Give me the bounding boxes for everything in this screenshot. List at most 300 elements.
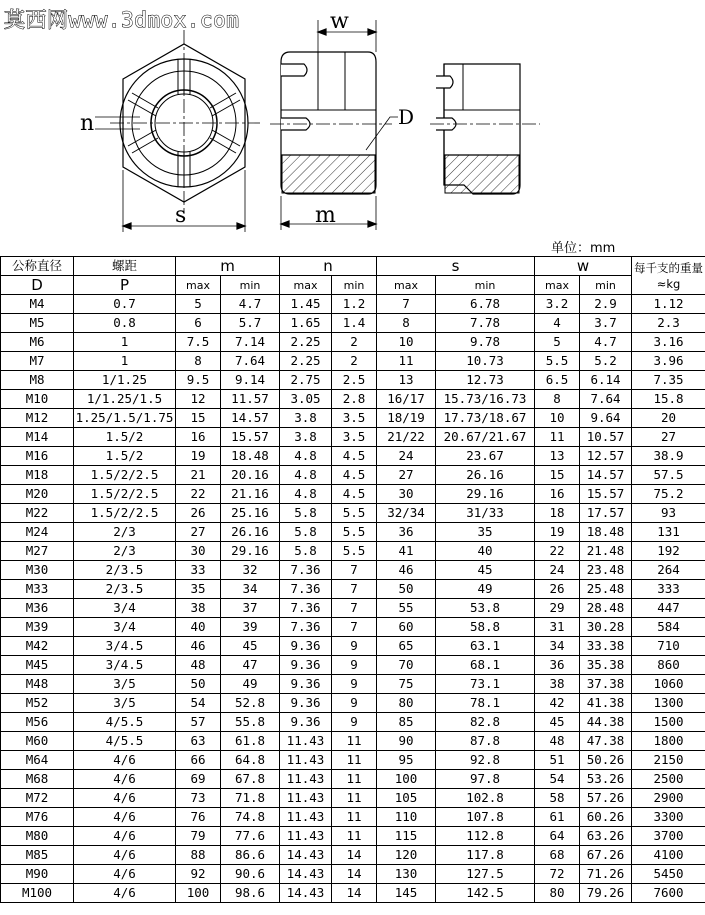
cell-diameter: M14 bbox=[1, 428, 74, 447]
cell-n-min: 11 bbox=[332, 751, 377, 770]
cell-s-min: 49 bbox=[436, 580, 535, 599]
cell-s-min: 87.8 bbox=[436, 732, 535, 751]
cell-n-max: 14.43 bbox=[280, 884, 332, 903]
cell-m-max: 8 bbox=[176, 352, 221, 371]
cell-m-min: 20.16 bbox=[221, 466, 280, 485]
cell-s-max: 70 bbox=[377, 656, 436, 675]
cell-pitch: 4/6 bbox=[74, 770, 176, 789]
cell-m-min: 61.8 bbox=[221, 732, 280, 751]
cell-diameter: M39 bbox=[1, 618, 74, 637]
cell-weight: 5450 bbox=[632, 865, 705, 884]
nut-side-view bbox=[430, 64, 540, 194]
cell-diameter: M68 bbox=[1, 770, 74, 789]
table-row bbox=[1, 466, 705, 485]
cell-diameter: M24 bbox=[1, 523, 74, 542]
header-m-max: max bbox=[176, 276, 221, 295]
cell-pitch: 1.5/2/2.5 bbox=[74, 485, 176, 504]
cell-m-max: 27 bbox=[176, 523, 221, 542]
label-w: w bbox=[330, 9, 349, 34]
table-row bbox=[1, 884, 705, 903]
cell-m-max: 92 bbox=[176, 865, 221, 884]
table-row bbox=[1, 618, 705, 637]
cell-m-max: 46 bbox=[176, 637, 221, 656]
cell-diameter: M27 bbox=[1, 542, 74, 561]
cell-m-min: 39 bbox=[221, 618, 280, 637]
label-n: n bbox=[80, 111, 95, 136]
table-row bbox=[1, 713, 705, 732]
cell-w-max: 4 bbox=[535, 314, 580, 333]
cell-n-min: 7 bbox=[332, 618, 377, 637]
cell-n-min: 4.5 bbox=[332, 485, 377, 504]
cell-w-min: 67.26 bbox=[580, 846, 632, 865]
cell-n-max: 11.43 bbox=[280, 827, 332, 846]
cell-w-max: 36 bbox=[535, 656, 580, 675]
cell-s-min: 7.78 bbox=[436, 314, 535, 333]
cell-s-max: 120 bbox=[377, 846, 436, 865]
cell-pitch: 2/3.5 bbox=[74, 561, 176, 580]
cell-w-max: 15 bbox=[535, 466, 580, 485]
cell-diameter: M4 bbox=[1, 295, 74, 314]
cell-m-min: 32 bbox=[221, 561, 280, 580]
cell-m-min: 15.57 bbox=[221, 428, 280, 447]
label-s: s bbox=[175, 203, 187, 228]
cell-n-min: 4.5 bbox=[332, 466, 377, 485]
cell-weight: 3700 bbox=[632, 827, 705, 846]
header-weight: 每千支的重量≈kg bbox=[632, 257, 705, 295]
cell-diameter: M60 bbox=[1, 732, 74, 751]
cell-s-min: 142.5 bbox=[436, 884, 535, 903]
cell-n-max: 2.25 bbox=[280, 352, 332, 371]
cell-s-max: 18/19 bbox=[377, 409, 436, 428]
table-row bbox=[1, 637, 705, 656]
cell-s-min: 92.8 bbox=[436, 751, 535, 770]
nut-top-view bbox=[95, 30, 260, 232]
cell-m-max: 22 bbox=[176, 485, 221, 504]
cell-weight: 860 bbox=[632, 656, 705, 675]
cell-s-max: 27 bbox=[377, 466, 436, 485]
header-row-1 bbox=[1, 257, 705, 276]
cell-w-min: 79.26 bbox=[580, 884, 632, 903]
cell-n-min: 14 bbox=[332, 846, 377, 865]
cell-s-max: 7 bbox=[377, 295, 436, 314]
cell-m-max: 33 bbox=[176, 561, 221, 580]
cell-s-min: 58.8 bbox=[436, 618, 535, 637]
cell-w-max: 26 bbox=[535, 580, 580, 599]
cell-s-min: 31/33 bbox=[436, 504, 535, 523]
cell-m-min: 7.64 bbox=[221, 352, 280, 371]
cell-s-min: 117.8 bbox=[436, 846, 535, 865]
cell-s-min: 9.78 bbox=[436, 333, 535, 352]
table-row bbox=[1, 599, 705, 618]
cell-m-min: 55.8 bbox=[221, 713, 280, 732]
cell-w-min: 3.7 bbox=[580, 314, 632, 333]
cell-diameter: M6 bbox=[1, 333, 74, 352]
cell-m-max: 76 bbox=[176, 808, 221, 827]
cell-weight: 3.16 bbox=[632, 333, 705, 352]
cell-n-max: 5.8 bbox=[280, 504, 332, 523]
cell-diameter: M12 bbox=[1, 409, 74, 428]
cell-weight: 7.35 bbox=[632, 371, 705, 390]
cell-n-min: 4.5 bbox=[332, 447, 377, 466]
cell-w-min: 15.57 bbox=[580, 485, 632, 504]
cell-n-max: 9.36 bbox=[280, 637, 332, 656]
cell-m-max: 30 bbox=[176, 542, 221, 561]
cell-pitch: 4/6 bbox=[74, 865, 176, 884]
header-s-max: max bbox=[377, 276, 436, 295]
cell-weight: 7600 bbox=[632, 884, 705, 903]
cell-s-max: 105 bbox=[377, 789, 436, 808]
cell-s-min: 15.73/16.73 bbox=[436, 390, 535, 409]
cell-w-min: 57.26 bbox=[580, 789, 632, 808]
cell-s-max: 95 bbox=[377, 751, 436, 770]
cell-pitch: 1/1.25 bbox=[74, 371, 176, 390]
cell-m-min: 5.7 bbox=[221, 314, 280, 333]
cell-w-max: 16 bbox=[535, 485, 580, 504]
cell-n-max: 1.45 bbox=[280, 295, 332, 314]
cell-w-max: 24 bbox=[535, 561, 580, 580]
cell-s-max: 50 bbox=[377, 580, 436, 599]
cell-s-min: 127.5 bbox=[436, 865, 535, 884]
cell-diameter: M8 bbox=[1, 371, 74, 390]
table-row bbox=[1, 542, 705, 561]
cell-s-max: 11 bbox=[377, 352, 436, 371]
table-row bbox=[1, 390, 705, 409]
cell-pitch: 3/4.5 bbox=[74, 637, 176, 656]
cell-weight: 1300 bbox=[632, 694, 705, 713]
cell-diameter: M64 bbox=[1, 751, 74, 770]
cell-diameter: M52 bbox=[1, 694, 74, 713]
cell-m-max: 48 bbox=[176, 656, 221, 675]
cell-n-min: 9 bbox=[332, 713, 377, 732]
cell-weight: 3300 bbox=[632, 808, 705, 827]
cell-w-max: 64 bbox=[535, 827, 580, 846]
cell-s-max: 130 bbox=[377, 865, 436, 884]
cell-n-min: 7 bbox=[332, 599, 377, 618]
cell-n-max: 11.43 bbox=[280, 789, 332, 808]
cell-s-max: 85 bbox=[377, 713, 436, 732]
cell-m-max: 50 bbox=[176, 675, 221, 694]
cell-m-max: 26 bbox=[176, 504, 221, 523]
cell-w-max: 22 bbox=[535, 542, 580, 561]
table-row bbox=[1, 751, 705, 770]
cell-w-max: 68 bbox=[535, 846, 580, 865]
cell-weight: 1800 bbox=[632, 732, 705, 751]
cell-n-max: 9.36 bbox=[280, 694, 332, 713]
cell-s-max: 41 bbox=[377, 542, 436, 561]
cell-s-max: 115 bbox=[377, 827, 436, 846]
cell-weight: 15.8 bbox=[632, 390, 705, 409]
cell-m-min: 98.6 bbox=[221, 884, 280, 903]
cell-w-min: 18.48 bbox=[580, 523, 632, 542]
cell-w-max: 42 bbox=[535, 694, 580, 713]
cell-w-max: 58 bbox=[535, 789, 580, 808]
cell-weight: 192 bbox=[632, 542, 705, 561]
cell-diameter: M7 bbox=[1, 352, 74, 371]
cell-weight: 2900 bbox=[632, 789, 705, 808]
table-row bbox=[1, 865, 705, 884]
cell-n-min: 2.5 bbox=[332, 371, 377, 390]
cell-w-max: 8 bbox=[535, 390, 580, 409]
cell-s-max: 80 bbox=[377, 694, 436, 713]
table-row bbox=[1, 808, 705, 827]
cell-m-max: 7.5 bbox=[176, 333, 221, 352]
cell-diameter: M33 bbox=[1, 580, 74, 599]
nut-section-view bbox=[270, 20, 398, 230]
cell-m-max: 100 bbox=[176, 884, 221, 903]
header-pitch-symbol: P bbox=[74, 276, 176, 295]
cell-pitch: 1.5/2 bbox=[74, 447, 176, 466]
cell-weight: 264 bbox=[632, 561, 705, 580]
cell-s-min: 23.67 bbox=[436, 447, 535, 466]
cell-s-max: 16/17 bbox=[377, 390, 436, 409]
cell-n-min: 11 bbox=[332, 808, 377, 827]
cell-n-max: 11.43 bbox=[280, 770, 332, 789]
cell-s-max: 30 bbox=[377, 485, 436, 504]
cell-n-min: 11 bbox=[332, 789, 377, 808]
cell-n-max: 9.36 bbox=[280, 713, 332, 732]
cell-n-min: 2.8 bbox=[332, 390, 377, 409]
cell-w-max: 48 bbox=[535, 732, 580, 751]
cell-m-min: 67.8 bbox=[221, 770, 280, 789]
cell-m-min: 64.8 bbox=[221, 751, 280, 770]
cell-n-max: 4.8 bbox=[280, 485, 332, 504]
cell-m-min: 25.16 bbox=[221, 504, 280, 523]
cell-s-min: 40 bbox=[436, 542, 535, 561]
cell-w-max: 3.2 bbox=[535, 295, 580, 314]
cell-n-max: 14.43 bbox=[280, 846, 332, 865]
table-row bbox=[1, 428, 705, 447]
cell-s-min: 73.1 bbox=[436, 675, 535, 694]
cell-n-max: 3.05 bbox=[280, 390, 332, 409]
cell-w-min: 71.26 bbox=[580, 865, 632, 884]
cell-n-min: 1.2 bbox=[332, 295, 377, 314]
cell-w-max: 19 bbox=[535, 523, 580, 542]
cell-pitch: 4/6 bbox=[74, 846, 176, 865]
cell-s-min: 82.8 bbox=[436, 713, 535, 732]
cell-w-max: 10 bbox=[535, 409, 580, 428]
cell-n-min: 14 bbox=[332, 884, 377, 903]
cell-pitch: 1.5/2/2.5 bbox=[74, 504, 176, 523]
cell-n-max: 7.36 bbox=[280, 561, 332, 580]
cell-weight: 2.3 bbox=[632, 314, 705, 333]
cell-pitch: 4/5.5 bbox=[74, 713, 176, 732]
cell-m-min: 21.16 bbox=[221, 485, 280, 504]
cell-n-max: 7.36 bbox=[280, 580, 332, 599]
cell-n-max: 2.75 bbox=[280, 371, 332, 390]
table-row bbox=[1, 789, 705, 808]
cell-w-max: 29 bbox=[535, 599, 580, 618]
cell-weight: 20 bbox=[632, 409, 705, 428]
cell-weight: 1060 bbox=[632, 675, 705, 694]
cell-n-max: 7.36 bbox=[280, 618, 332, 637]
table-row bbox=[1, 827, 705, 846]
table-row bbox=[1, 333, 705, 352]
cell-s-min: 53.8 bbox=[436, 599, 535, 618]
cell-w-min: 35.38 bbox=[580, 656, 632, 675]
cell-n-max: 1.65 bbox=[280, 314, 332, 333]
cell-pitch: 0.8 bbox=[74, 314, 176, 333]
cell-pitch: 4/6 bbox=[74, 751, 176, 770]
table-row bbox=[1, 314, 705, 333]
castle-nut-drawing bbox=[0, 0, 705, 235]
spec-table-body bbox=[1, 295, 705, 903]
cell-n-max: 3.8 bbox=[280, 409, 332, 428]
cell-w-min: 10.57 bbox=[580, 428, 632, 447]
cell-weight: 2150 bbox=[632, 751, 705, 770]
cell-m-max: 63 bbox=[176, 732, 221, 751]
cell-s-max: 90 bbox=[377, 732, 436, 751]
cell-s-max: 21/22 bbox=[377, 428, 436, 447]
cell-w-max: 31 bbox=[535, 618, 580, 637]
cell-w-max: 72 bbox=[535, 865, 580, 884]
cell-n-max: 3.8 bbox=[280, 428, 332, 447]
cell-m-max: 40 bbox=[176, 618, 221, 637]
cell-pitch: 1 bbox=[74, 333, 176, 352]
cell-pitch: 1.5/2/2.5 bbox=[74, 466, 176, 485]
cell-pitch: 3/5 bbox=[74, 675, 176, 694]
cell-weight: 75.2 bbox=[632, 485, 705, 504]
cell-w-min: 63.26 bbox=[580, 827, 632, 846]
cell-w-min: 25.48 bbox=[580, 580, 632, 599]
cell-w-max: 11 bbox=[535, 428, 580, 447]
cell-diameter: M76 bbox=[1, 808, 74, 827]
cell-m-max: 19 bbox=[176, 447, 221, 466]
cell-weight: 38.9 bbox=[632, 447, 705, 466]
label-m: m bbox=[315, 203, 336, 228]
header-w-max: max bbox=[535, 276, 580, 295]
cell-w-min: 53.26 bbox=[580, 770, 632, 789]
cell-w-min: 21.48 bbox=[580, 542, 632, 561]
header-s: s bbox=[377, 257, 535, 276]
cell-n-max: 4.8 bbox=[280, 466, 332, 485]
cell-m-max: 6 bbox=[176, 314, 221, 333]
cell-m-max: 5 bbox=[176, 295, 221, 314]
cell-n-min: 3.5 bbox=[332, 428, 377, 447]
cell-s-min: 112.8 bbox=[436, 827, 535, 846]
cell-diameter: M45 bbox=[1, 656, 74, 675]
cell-s-max: 13 bbox=[377, 371, 436, 390]
table-row bbox=[1, 371, 705, 390]
watermark-text: 莫西网www.3dmox.com bbox=[4, 8, 240, 32]
cell-s-min: 12.73 bbox=[436, 371, 535, 390]
cell-diameter: M20 bbox=[1, 485, 74, 504]
cell-m-max: 66 bbox=[176, 751, 221, 770]
cell-w-max: 13 bbox=[535, 447, 580, 466]
cell-diameter: M36 bbox=[1, 599, 74, 618]
header-w-min: min bbox=[580, 276, 632, 295]
table-row bbox=[1, 295, 705, 314]
cell-m-min: 71.8 bbox=[221, 789, 280, 808]
cell-m-min: 18.48 bbox=[221, 447, 280, 466]
cell-weight: 57.5 bbox=[632, 466, 705, 485]
table-row bbox=[1, 580, 705, 599]
cell-w-min: 6.14 bbox=[580, 371, 632, 390]
cell-m-max: 69 bbox=[176, 770, 221, 789]
cell-pitch: 4/6 bbox=[74, 808, 176, 827]
cell-n-min: 5.5 bbox=[332, 542, 377, 561]
cell-s-max: 24 bbox=[377, 447, 436, 466]
cell-n-min: 1.4 bbox=[332, 314, 377, 333]
cell-m-max: 57 bbox=[176, 713, 221, 732]
cell-diameter: M30 bbox=[1, 561, 74, 580]
cell-m-min: 74.8 bbox=[221, 808, 280, 827]
cell-m-min: 47 bbox=[221, 656, 280, 675]
table-row bbox=[1, 561, 705, 580]
cell-m-max: 9.5 bbox=[176, 371, 221, 390]
cell-w-min: 7.64 bbox=[580, 390, 632, 409]
cell-s-max: 145 bbox=[377, 884, 436, 903]
cell-w-min: 47.38 bbox=[580, 732, 632, 751]
header-m-min: min bbox=[221, 276, 280, 295]
cell-w-max: 61 bbox=[535, 808, 580, 827]
cell-m-max: 12 bbox=[176, 390, 221, 409]
cell-n-min: 5.5 bbox=[332, 504, 377, 523]
cell-w-min: 28.48 bbox=[580, 599, 632, 618]
cell-w-min: 14.57 bbox=[580, 466, 632, 485]
table-row bbox=[1, 770, 705, 789]
castle-nut-spec-table bbox=[0, 256, 705, 903]
cell-w-min: 50.26 bbox=[580, 751, 632, 770]
cell-diameter: M85 bbox=[1, 846, 74, 865]
cell-s-max: 110 bbox=[377, 808, 436, 827]
cell-m-min: 4.7 bbox=[221, 295, 280, 314]
cell-s-max: 46 bbox=[377, 561, 436, 580]
cell-weight: 131 bbox=[632, 523, 705, 542]
cell-pitch: 4/6 bbox=[74, 884, 176, 903]
cell-n-min: 11 bbox=[332, 827, 377, 846]
cell-s-min: 6.78 bbox=[436, 295, 535, 314]
cell-n-min: 2 bbox=[332, 352, 377, 371]
cell-diameter: M100 bbox=[1, 884, 74, 903]
cell-pitch: 4/6 bbox=[74, 827, 176, 846]
table-row bbox=[1, 352, 705, 371]
cell-pitch: 3/5 bbox=[74, 694, 176, 713]
table-row bbox=[1, 504, 705, 523]
cell-pitch: 3/4 bbox=[74, 618, 176, 637]
cell-n-min: 7 bbox=[332, 580, 377, 599]
cell-n-max: 7.36 bbox=[280, 599, 332, 618]
cell-n-min: 9 bbox=[332, 656, 377, 675]
cell-m-min: 34 bbox=[221, 580, 280, 599]
cell-w-min: 60.26 bbox=[580, 808, 632, 827]
cell-n-min: 9 bbox=[332, 675, 377, 694]
cell-n-min: 9 bbox=[332, 694, 377, 713]
cell-m-min: 86.6 bbox=[221, 846, 280, 865]
cell-m-max: 16 bbox=[176, 428, 221, 447]
cell-diameter: M10 bbox=[1, 390, 74, 409]
cell-pitch: 3/4 bbox=[74, 599, 176, 618]
cell-weight: 3.96 bbox=[632, 352, 705, 371]
cell-w-max: 51 bbox=[535, 751, 580, 770]
cell-w-max: 18 bbox=[535, 504, 580, 523]
cell-w-min: 33.38 bbox=[580, 637, 632, 656]
cell-s-max: 100 bbox=[377, 770, 436, 789]
cell-w-min: 4.7 bbox=[580, 333, 632, 352]
cell-w-min: 41.38 bbox=[580, 694, 632, 713]
header-n: n bbox=[280, 257, 377, 276]
cell-n-max: 4.8 bbox=[280, 447, 332, 466]
header-diameter-cn: 公称直径 bbox=[1, 257, 74, 276]
cell-diameter: M90 bbox=[1, 865, 74, 884]
cell-s-max: 60 bbox=[377, 618, 436, 637]
cell-weight: 710 bbox=[632, 637, 705, 656]
cell-diameter: M16 bbox=[1, 447, 74, 466]
table-row bbox=[1, 846, 705, 865]
cell-m-min: 29.16 bbox=[221, 542, 280, 561]
cell-diameter: M18 bbox=[1, 466, 74, 485]
cell-weight: 4100 bbox=[632, 846, 705, 865]
cell-weight: 584 bbox=[632, 618, 705, 637]
